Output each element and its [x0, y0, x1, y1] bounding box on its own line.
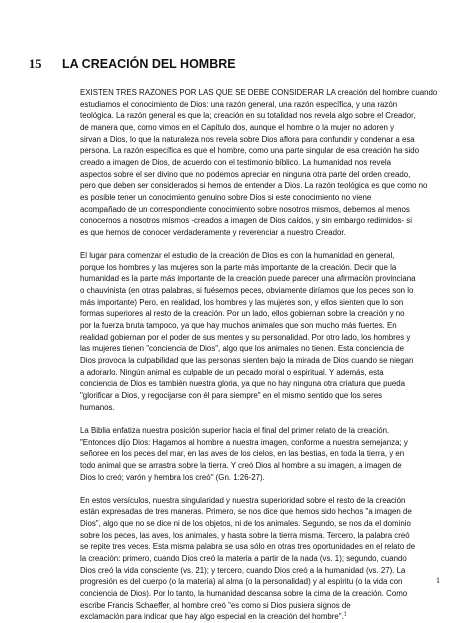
- text-line: El lugar para comenzar el estudio de la creación de Dios es con la humanidad en general,: [80, 251, 395, 261]
- text-line: conocernos a nosotros mismos -creados a imagen de Dios caídos, y sin embargo redimidos- si: [80, 216, 412, 226]
- text-line: señoree en los peces del mar, en las aves de los cielos, en las bestias, en toda la tierra, y en: [80, 449, 405, 459]
- text-line: estudiamos el conocimiento de Dios: una razón general, una razón específica, y una razón: [80, 99, 398, 109]
- text-line: es posible tener un conocimiento genuino sobre Dios si este conocimiento no viene: [80, 192, 372, 202]
- chapter-title: LA CREACIÓN DEL HOMBRE: [62, 57, 236, 71]
- text-line: escribe Francis Schaeffer, al hombre creó "es como si Dios pusiera signos de: [80, 600, 351, 610]
- text-line: progresión es del cuerpo (o la materia) al alma (o la personalidad) y al espíritu (o la vida con: [80, 577, 403, 587]
- text-line: pero que deben ser considerados si hemos de entender a Dios. La razón teológica es que como no: [80, 181, 428, 191]
- text-line: por la fuerza bruta tampoco, ya que hay muchos animales que son mucho más fuertes. En: [80, 321, 397, 331]
- text-line: Dios provoca la culpabilidad que las personas sienten bajo la mirada de Dios cuando se niegan: [80, 356, 414, 366]
- chapter-number: 15: [29, 57, 42, 71]
- chapter-heading: [29, 57, 236, 72]
- text-line: Dios lo creó; varón y hembra los creó" (Gn. 1:26-27).: [80, 472, 265, 482]
- text-line: están expresadas de tres maneras. Primero, se nos dice que hemos sido hechos "a imagen de: [80, 507, 412, 517]
- text-line: la creación: primero, cuando Dios creó la materia a partir de la nada (vs. 1); segundo, cuando: [80, 554, 407, 564]
- text-line: las mujeres tienen "conciencia de Dios", algo que los animales no tienen. Esta conciencia de: [80, 344, 405, 354]
- text-line: todo animal que se arrastra sobre la tierra. Y creó Dios al hombre a su imagen, a imagen de: [80, 460, 402, 470]
- text-line: Dios creó la vida consciente (vs. 21); y tercero, cuando Dios creó a la humanidad (vs. 27). La: [80, 565, 406, 575]
- page-number: 1: [436, 576, 440, 585]
- text-line: La Biblia enfatiza nuestra posición superior hacia el final del primer relato de la creación.: [80, 425, 390, 435]
- text-line: más importante) Pero, en realidad, los hombres y las mujeres son, y ellos sienten que lo son: [80, 297, 404, 307]
- body-text: [80, 87, 438, 623]
- text-line: sirvan a Dios, lo que la naturaleza nos revela sobre Dios aflora para confundir y condenar a esa: [80, 134, 415, 144]
- paragraph: [80, 250, 420, 413]
- text-line: En estos versículos, nuestra singularidad y nuestra superioridad sobre el resto de la creación: [80, 495, 406, 505]
- text-line: porque los hombres y las mujeres son la parte más importante de la creación. Decir que la: [80, 262, 397, 272]
- paragraph: [80, 87, 438, 239]
- text-line: humanos.: [80, 402, 115, 412]
- text-line: [80, 611, 420, 623]
- paragraph: [80, 425, 420, 483]
- text-line: "glorificar a Dios, y regocijarse con él para siempre" en el mismo sentido que los seres: [80, 391, 383, 400]
- paragraph: [80, 495, 420, 623]
- text-line: EXISTEN TRES RAZONES POR LAS QUE SE DEBE CONSIDERAR LA creación del hombre cuando: [80, 88, 438, 97]
- text-line: creado a imagen de Dios, de acuerdo con el testimonio bíblico. La humanidad nos revela: [80, 157, 391, 167]
- text-line: de manera que, como vimos en el Capítulo dos, aunque el hombre o la mujer no adoren y: [80, 122, 395, 132]
- text-line: o chauvinista (en otras palabras, si fuésemos peces, obviamente diríamos que los peces son lo: [80, 286, 414, 296]
- text-line: conciencia de Dios). Por lo tanto, la humanidad descansa sobre la cima de la creación. Como: [80, 589, 408, 599]
- footnote-reference[interactable]: 1: [343, 611, 347, 618]
- text-line: aspectos sobre el ser divino que no podemos apreciar en ninguna otra parte del orden creado,: [80, 169, 411, 179]
- text-line: teológica. La razón general es que la; creación en su totalidad nos revela algo sobre el Creador,: [80, 111, 416, 121]
- text-line: humanidad es la parte más importante de la creación puede parecer una afirmación provinciana: [80, 274, 416, 284]
- text-line: a adorarlo. Ningún animal es culpable de un pecado moral o espiritual. Y además, esta: [80, 367, 384, 377]
- text-line: formas superiores al resto de la creación. Por un lado, ellos gobiernan sobre la creación y no: [80, 309, 405, 319]
- text-line: Dios", algo que no se dice ni de los objetos, ni de los animales. Segundo, se nos da el dominio: [80, 519, 411, 529]
- text-line: es que hemos de conocer verdaderamente y reverenciar a nuestro Creador.: [80, 227, 346, 237]
- text-line: conciencia de Dios es también nuestra gloria, ya que no hay ninguna otra criatura que pueda: [80, 379, 406, 389]
- text-line: persona. La razón específica es que el hombre, como una parte singular de esa creación ha sido: [80, 146, 420, 156]
- text-line: realidad gobiernan por el poder de sus mentes y su personalidad. Por otro lado, los hombres y: [80, 332, 411, 342]
- text-line: acompañado de un correspondiente conocimiento sobre nosotros mismos, debemos al menos: [80, 204, 410, 214]
- text-line-content: exclamación para indicar que hay algo especial en la creación del hombre".: [80, 612, 344, 622]
- text-line: sobre los peces, las aves, los animales, y hasta sobre la tierra misma. Tercero, la palabra creó: [80, 530, 410, 540]
- text-line: "Entonces dijo Dios: Hagamos al hombre a nuestra imagen, conforme a nuestra semejanza; y: [80, 437, 408, 447]
- text-line: se repite tres veces. Esta misma palabra se usa sólo en otras tres oportunidades en el relato de: [80, 542, 416, 552]
